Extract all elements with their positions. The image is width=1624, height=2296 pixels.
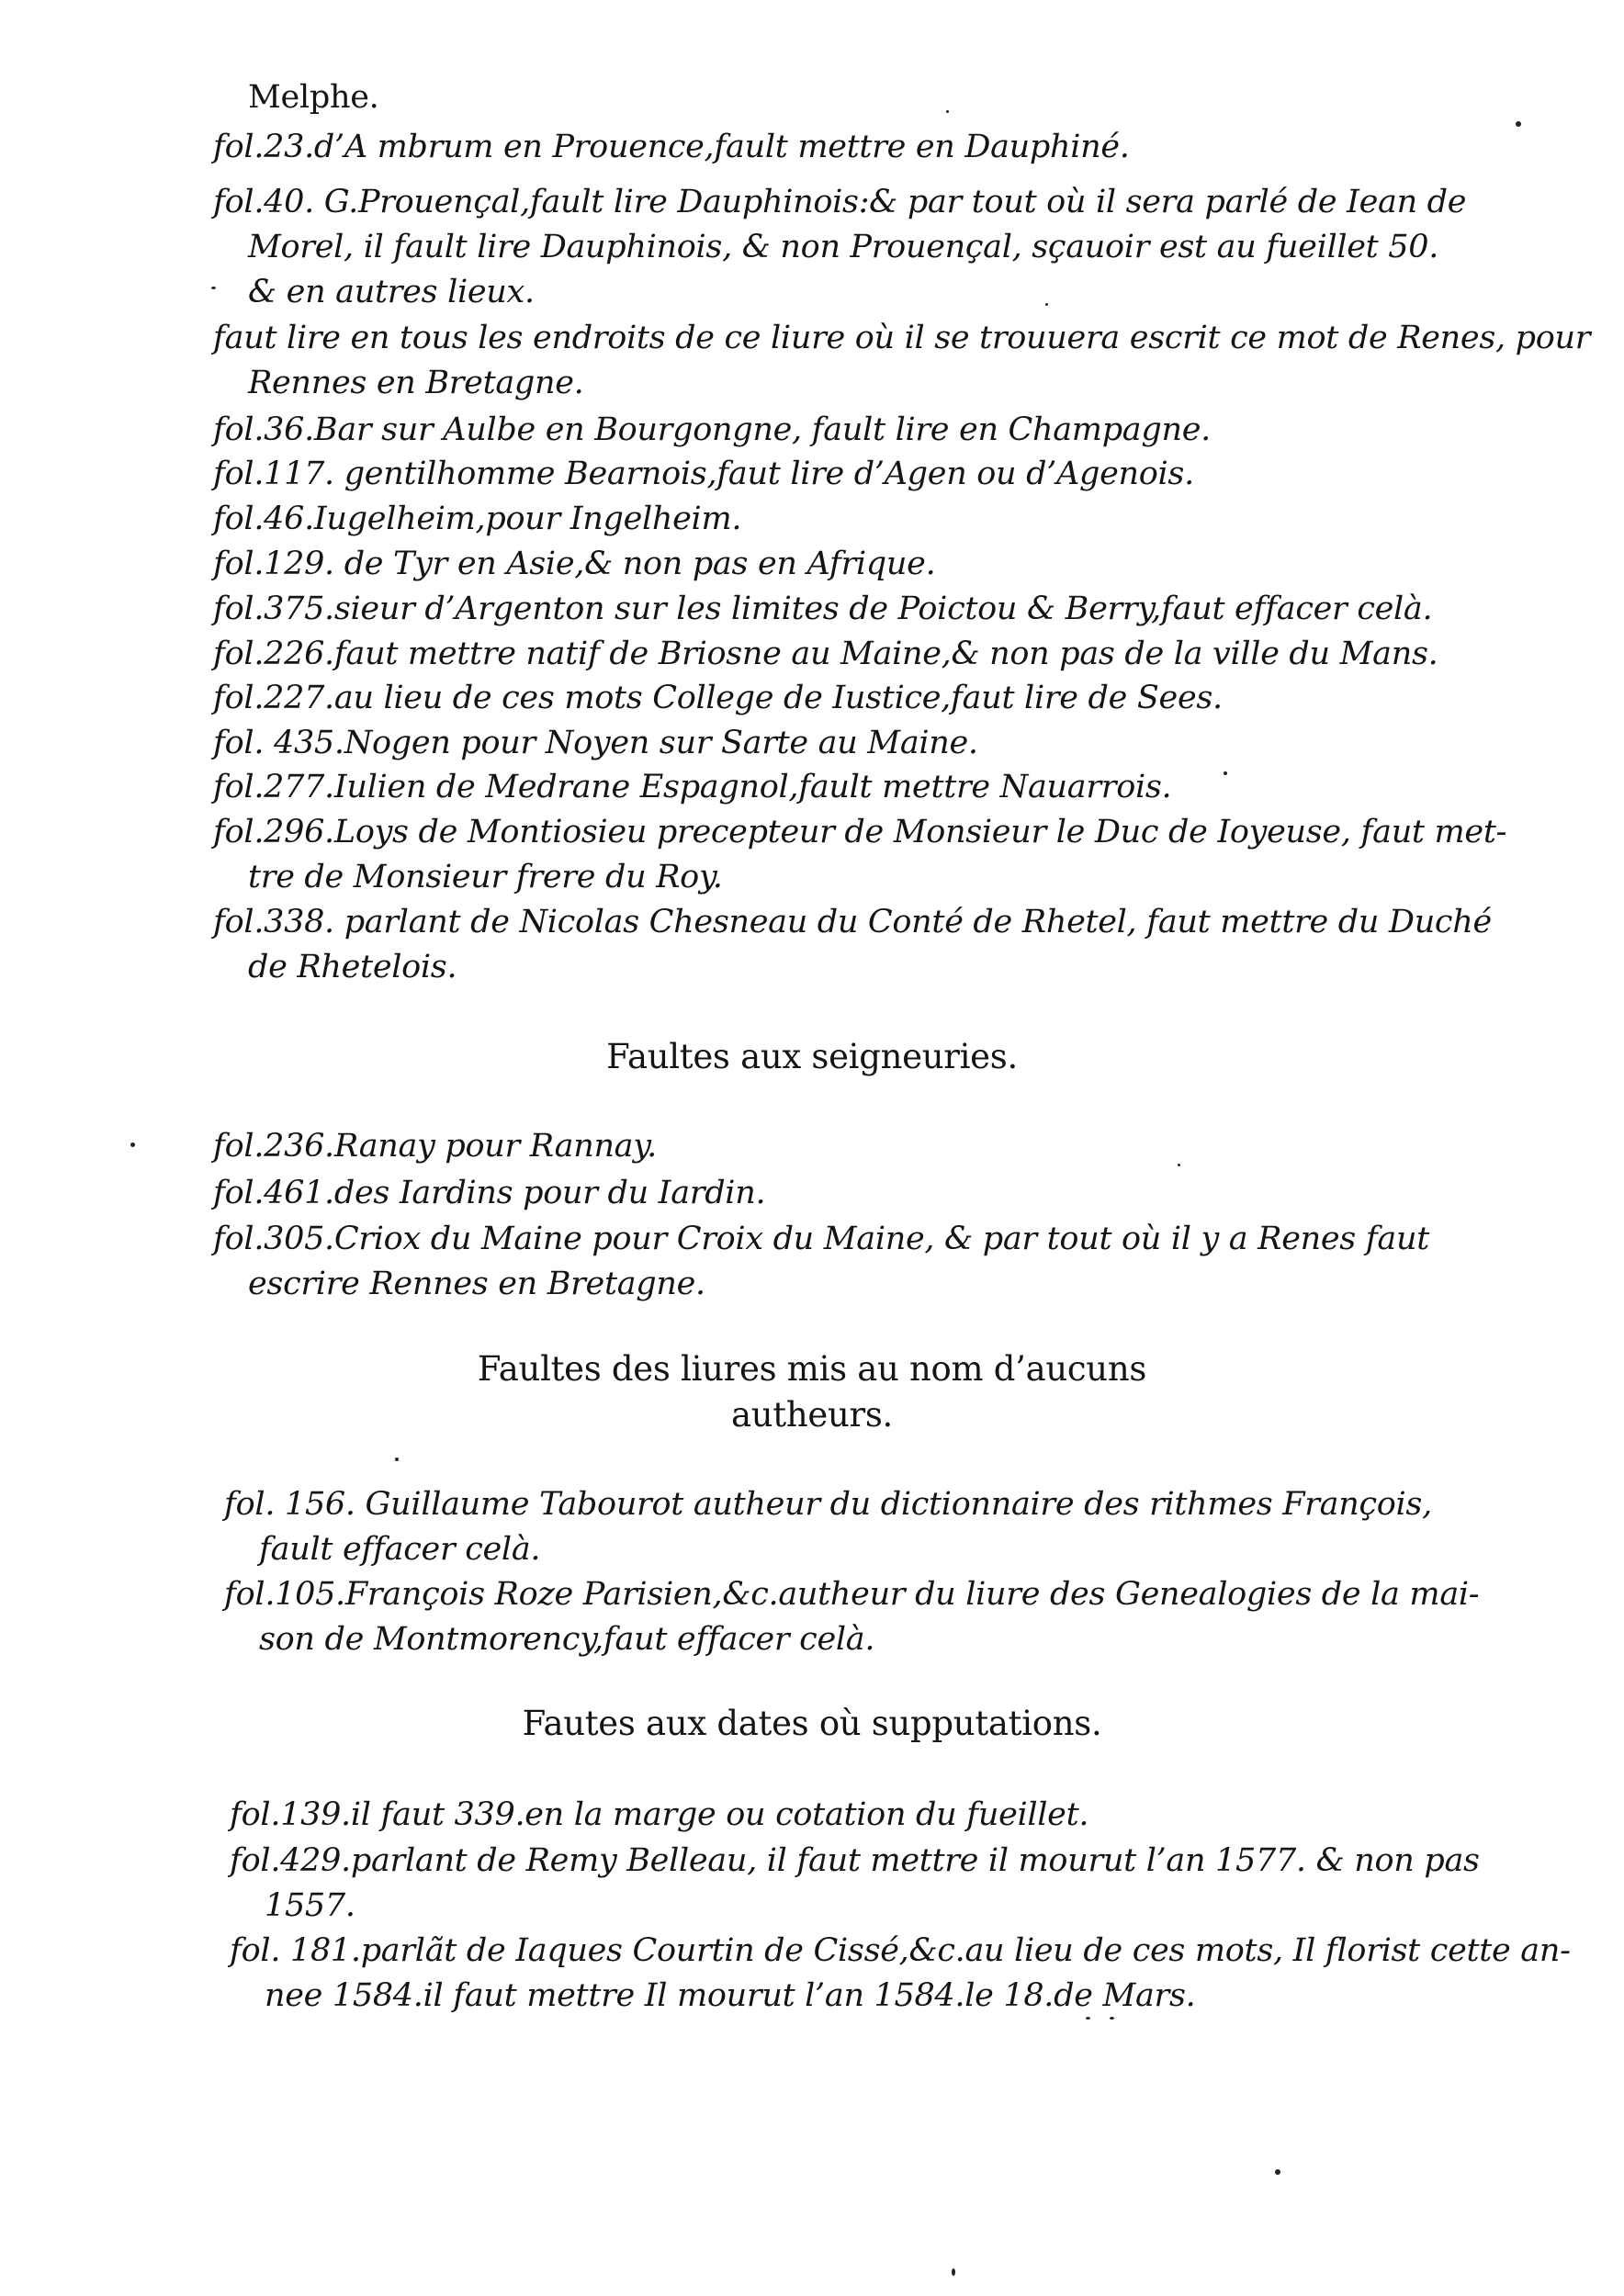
erratum-entry bbox=[213, 452, 1361, 497]
erratum-line: de Rhetelois. bbox=[248, 949, 457, 985]
erratum-line: faut lire en tous les endroits de ce liure où il se trouuera escrit ce mot de Renes, pour bbox=[213, 320, 1591, 356]
ink-speck bbox=[1086, 2017, 1090, 2020]
erratum-line: & en autres lieux. bbox=[248, 274, 535, 310]
erratum-line: fol.40. G.Prouençal,fault lire Dauphinois:& par tout où il sera parlé de Iean de bbox=[213, 184, 1467, 220]
erratum-entry bbox=[213, 497, 1361, 542]
erratum-line: tre de Monsieur frere du Roy. bbox=[248, 859, 723, 895]
erratum-entry bbox=[213, 1171, 1361, 1216]
erratum-line: escrire Rennes en Bretagne. bbox=[248, 1266, 705, 1302]
erratum-line: fol.46.Iugelheim,pour Ingelheim. bbox=[213, 501, 742, 537]
erratum-entry bbox=[213, 676, 1361, 721]
erratum-entry bbox=[213, 408, 1361, 453]
erratum-line: fol.296.Loys de Montiosieu precepteur de Monsieur le Duc de Ioyeuse, faut met- bbox=[213, 814, 1507, 850]
section-heading-dates: Fautes aux dates où supputations. bbox=[522, 1704, 1102, 1743]
erratum-line: fol. 181.parlãt de Iaques Courtin de Cissé,&c.au lieu de ces mots, Il florist cette an- bbox=[230, 1932, 1571, 1969]
erratum-line: fault effacer celà. bbox=[259, 1531, 541, 1568]
erratum-entry bbox=[230, 1793, 1378, 1838]
ink-speck bbox=[946, 110, 949, 113]
erratum-line: fol.375.sieur d’Argenton sur les limites de Poictou & Berry,faut effacer celà. bbox=[213, 591, 1433, 627]
erratum-entry bbox=[213, 316, 1591, 406]
erratum-line: fol.227.au lieu de ces mots College de Iustice,faut lire de Sees. bbox=[213, 680, 1223, 716]
ink-speck bbox=[1516, 121, 1521, 127]
erratum-entry bbox=[213, 180, 1467, 315]
erratum-entry bbox=[213, 810, 1507, 900]
erratum-line: Rennes en Bretagne. bbox=[248, 365, 584, 401]
erratum-entry bbox=[213, 765, 1361, 810]
erratum-line: fol.236.Ranay pour Rannay. bbox=[213, 1128, 657, 1165]
erratum-line: fol. 156. Guillaume Tabourot autheur du dictionnaire des rithmes François, bbox=[224, 1486, 1432, 1523]
ink-speck bbox=[1045, 303, 1048, 306]
erratum-entry bbox=[213, 632, 1438, 677]
erratum-line: 1557. bbox=[265, 1887, 355, 1924]
erratum-entry bbox=[224, 1572, 1480, 1662]
erratum-line: fol.23.d’A mbrum en Prouence,fault mettre en Dauphiné. bbox=[213, 129, 1130, 165]
erratum-line: fol.429.parlant de Remy Belleau, il faut mettre il mourut l’an 1577. & non pas bbox=[230, 1842, 1480, 1879]
erratum-line: fol.338. parlant de Nicolas Chesneau du Conté de Rhetel, faut mettre du Duché bbox=[213, 904, 1492, 940]
erratum-line: fol.105.François Roze Parisien,&c.autheur du liure des Genealogies de la mai- bbox=[224, 1576, 1480, 1613]
section-heading-seigneuries: Faultes aux seigneuries. bbox=[606, 1037, 1018, 1076]
ink-speck bbox=[130, 1142, 135, 1147]
erratum-entry bbox=[213, 542, 1361, 587]
ink-speck bbox=[1110, 2017, 1114, 2020]
section-heading-livres: Faultes des liures mis au nom d’aucuns bbox=[477, 1349, 1147, 1389]
erratum-line: fol.117. gentilhomme Bearnois,faut lire d’Agen ou d’Agenois. bbox=[213, 456, 1194, 492]
ink-speck bbox=[1178, 1164, 1180, 1166]
ink-speck bbox=[395, 1458, 399, 1461]
erratum-line: fol.226.faut mettre natif de Briosne au Maine,& non pas de la ville du Mans. bbox=[213, 636, 1438, 672]
erratum-entry bbox=[213, 1217, 1430, 1307]
erratum-line: fol.36.Bar sur Aulbe en Bourgongne, fault lire en Champagne. bbox=[213, 411, 1211, 448]
section-heading-livres-cont: autheurs. bbox=[730, 1395, 894, 1435]
erratum-line: fol.461.des Iardins pour du Iardin. bbox=[213, 1175, 766, 1211]
erratum-line: fol.129. de Tyr en Asie,& non pas en Afrique. bbox=[213, 546, 936, 582]
erratum-line: nee 1584.il faut mettre Il mourut l’an 1584.le 18.de Mars. bbox=[265, 1977, 1196, 2014]
erratum-entry bbox=[213, 1124, 1361, 1169]
erratum-entry bbox=[230, 1929, 1571, 2019]
ink-speck bbox=[952, 2268, 955, 2276]
ink-speck bbox=[211, 287, 216, 289]
erratum-line: fol.139.il faut 339.en la marge ou cotation du fueillet. bbox=[230, 1796, 1089, 1833]
erratum-line: fol.277.Iulien de Medrane Espagnol,fault mettre Nauarrois. bbox=[213, 769, 1172, 805]
erratum-line: Morel, il fault lire Dauphinois, & non Prouençal, sçauoir est au fueillet 50. bbox=[248, 229, 1439, 265]
erratum-entry bbox=[230, 1839, 1480, 1929]
erratum-entry bbox=[224, 1482, 1432, 1572]
ink-speck bbox=[1275, 2169, 1280, 2175]
erratum-entry bbox=[213, 900, 1492, 990]
erratum-line: Melphe. bbox=[248, 79, 379, 116]
erratum-line: son de Montmorency,faut effacer celà. bbox=[259, 1621, 875, 1658]
erratum-line: fol.305.Criox du Maine pour Croix du Maine, & par tout où il y a Renes faut bbox=[213, 1221, 1430, 1257]
erratum-line: fol. 435.Nogen pour Noyen sur Sarte au Maine. bbox=[213, 725, 978, 761]
erratum-entry bbox=[213, 125, 1361, 170]
erratum-entry bbox=[213, 75, 1361, 120]
erratum-entry bbox=[213, 587, 1433, 632]
ink-speck bbox=[1224, 771, 1227, 775]
erratum-entry bbox=[213, 721, 1361, 766]
